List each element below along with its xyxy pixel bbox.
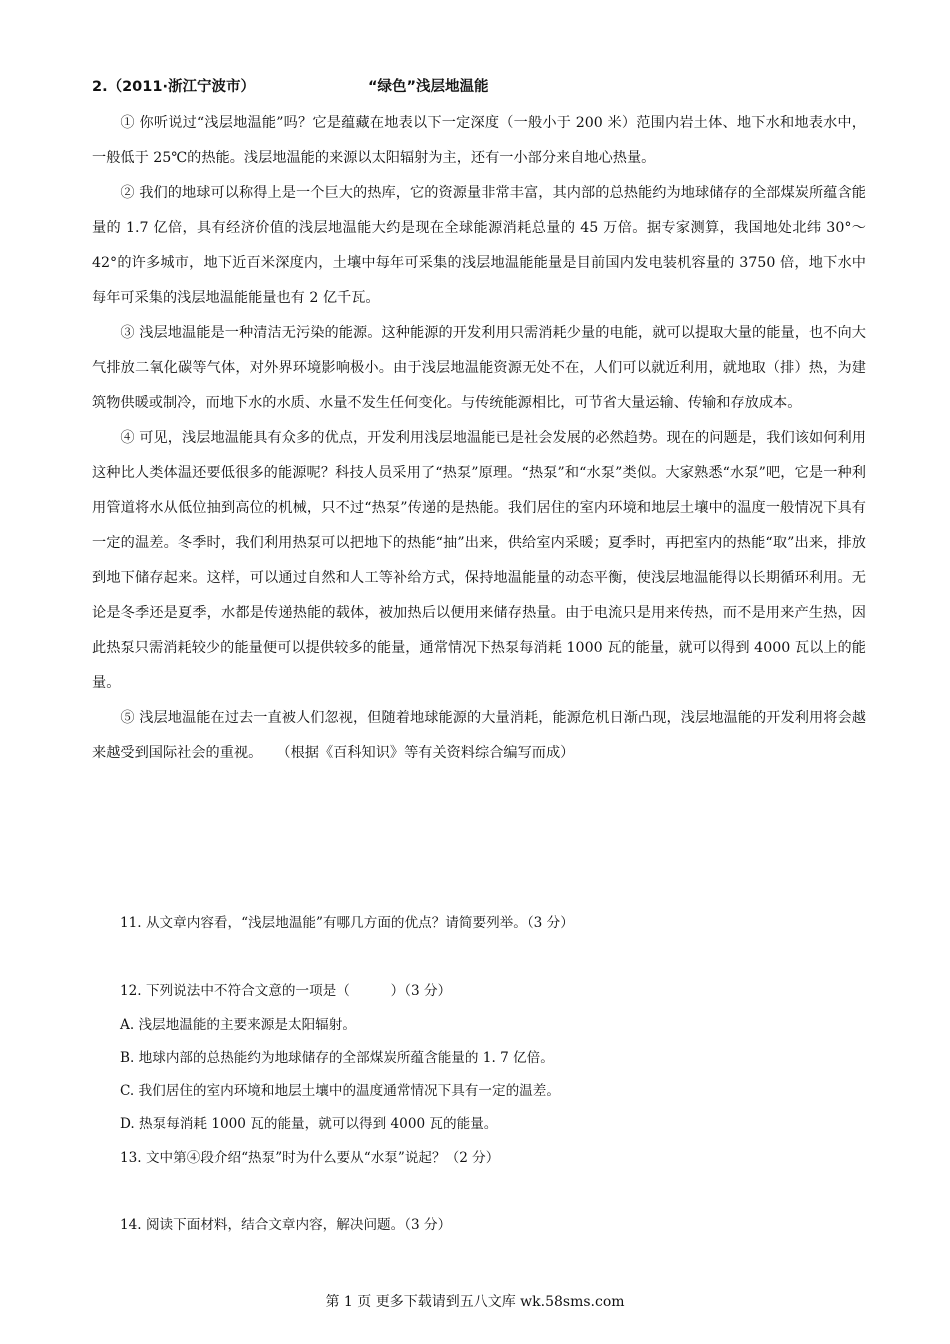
paragraph-2: ② 我们的地球可以称得上是一个巨大的热库，它的资源量非常丰富，其内部的总热能约为地球储存的全部煤炭所蕴含能量的 1.7 亿倍，具有经济价值的浅层地温能大约是现在全球能源消耗总量的 45 万倍。据专家测算，我国地处北纬 30°～42°的许多城市，地下近百米深度内，土壤中每年可采集的浅层地温能能量是目前国内发电装机容量的 3750 倍，地下水中每年可采集的浅层地温能能量也有 2 亿千瓦。 (92, 185, 866, 306)
question-11: 11. 从文章内容看，“浅层地温能”有哪几方面的优点？请简要列举。（3 分） (120, 915, 574, 931)
question-13: 13. 文中第④段介绍“热泵”时为什么要从“水泵”说起？（2 分） (120, 1150, 500, 1166)
paragraph-4: ④ 可见，浅层地温能具有众多的优点，开发利用浅层地温能已是社会发展的必然趋势。现在的问题是，我们该如何利用这种比人类体温还要低很多的能源呢？科技人员采用了“热泵”原理。“热泵”和“水泵”类似。大家熟悉“水泵”吧，它是一种利用管道将水从低位抽到高位的机械，只不过“热泵”传递的是热能。我们居住的室内环境和地层土壤中的温度一般情况下具有一定的温差。冬季时，我们利用热泵可以把地下的热能“抽”出来，供给室内采暖；夏季时，再把室内的热能“取”出来，排放到地下储存起来。这样，可以通过自然和人工等补给方式，保持地温能量的动态平衡，使浅层地温能得以长期循环利用。无论是冬季还是夏季，水都是传递热能的载体，被加热后以便用来储存热量。由于电流只是用来传热，而不是用来产生热，因此热泵只需消耗较少的能量便可以提供较多的能量，通常情况下热泵每消耗 1000 瓦的能量，就可以得到 4000 瓦以上的能量。 (92, 430, 866, 691)
option-d: D. 热泵每消耗 1000 瓦的能量，就可以得到 4000 瓦的能量。 (120, 1116, 498, 1132)
option-a: A. 浅层地温能的主要来源是太阳辐射。 (120, 1017, 356, 1033)
question-12: 12. 下列说法中不符合文意的一项是（ ）（3 分） (120, 983, 452, 999)
paragraph-5: ⑤ 浅层地温能在过去一直被人们忽视，但随着地球能源的大量消耗，能源危机日渐凸现，浅层地温能的开发利用将会越来越受到国际社会的重视。 （根据《百科知识》等有关资料综合编写而成） (92, 710, 866, 761)
question-14: 14. 阅读下面材料，结合文章内容，解决问题。（3 分） (120, 1217, 452, 1233)
page-footer: 第 1 页 更多下载请到五八文库 wk.58sms.com (325, 1294, 625, 1310)
header (92, 76, 872, 98)
option-c: C. 我们居住的室内环境和地层土壤中的温度通常情况下具有一定的温差。 (120, 1083, 560, 1099)
option-b: B. 地球内部的总热能约为地球储存的全部煤炭所蕴含能量的 1. 7 亿倍。 (120, 1050, 554, 1066)
question-source: 2.（2011·浙江宁波市） (92, 79, 255, 95)
article-title: “绿色”浅层地温能 (368, 79, 489, 95)
article-body (92, 106, 866, 771)
paragraph-1: ① 你听说过“浅层地温能”吗？它是蕴藏在地表以下一定深度（一般小于 200 米）范围内岩土体、地下水和地表水中，一般低于 25℃的热能。浅层地温能的来源以太阳辐射为主，还有一小部分来自地心热量。 (92, 115, 866, 166)
paragraph-3: ③ 浅层地温能是一种清洁无污染的能源。这种能源的开发利用只需消耗少量的电能，就可以提取大量的能量，也不向大气排放二氧化碳等气体，对外界环境影响极小。由于浅层地温能资源无处不在，人们可以就近利用，就地取（排）热，为建筑物供暖或制冷，而地下水的水质、水量不发生任何变化。与传统能源相比，可节省大量运输、传输和存放成本。 (92, 325, 866, 411)
